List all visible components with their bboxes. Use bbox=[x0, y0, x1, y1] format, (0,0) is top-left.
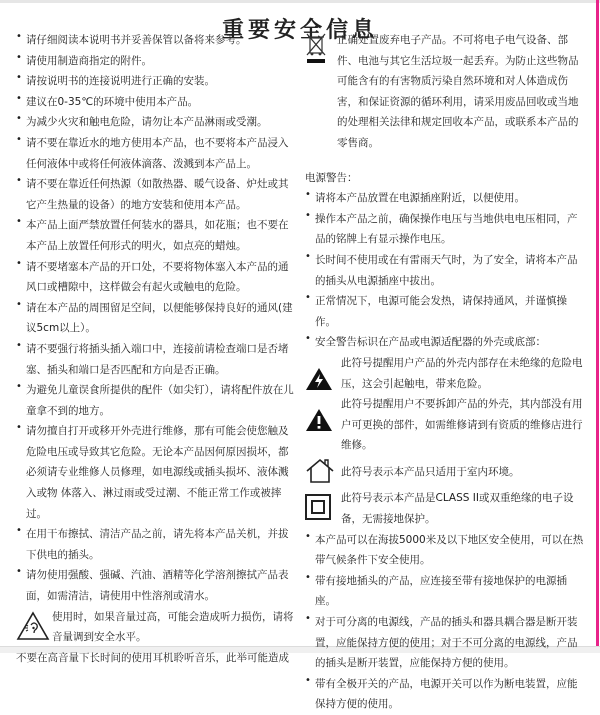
hearing-damage-warning-icon bbox=[16, 611, 50, 649]
symbol-class-ii-text: 此符号表示本产品是CLASS II或双重绝缘的电子设备，无需接地保护。 bbox=[341, 492, 574, 526]
symbol-indoor bbox=[305, 462, 585, 483]
double-insulation-icon bbox=[305, 494, 331, 528]
bullet: • bbox=[305, 292, 311, 304]
power-item-text: 长时间不使用或在有雷雨天气时，为了安全，请将本产品的插头从电源插座中拔出。 bbox=[315, 253, 578, 287]
usage-item-text: 本产品可以在海拔5000米及以下地区安全使用，可以在热带气候条件下安全使用。 bbox=[315, 533, 584, 567]
safety-item-text: 请不要在靠近任何热源（如散热器、暖气设备、炉灶或其它产生热量的设备）的地方安装和使用本产品。 bbox=[26, 178, 289, 211]
power-item bbox=[305, 332, 585, 353]
safety-item-text: 请使用制造商指定的附件。 bbox=[26, 54, 152, 67]
power-item-text: 正常情况下，电源可能会发热，请保持通风，并谨慎操作。 bbox=[315, 295, 567, 328]
bullet: • bbox=[305, 250, 311, 262]
bullet: • bbox=[305, 530, 311, 542]
safety-item bbox=[16, 112, 296, 133]
safety-item-text: 为减少火灾和触电危险，请勿让本产品淋雨或受潮。 bbox=[26, 116, 268, 129]
bullet: • bbox=[305, 189, 311, 201]
symbol-indoor-text: 此符号表示本产品只适用于室内环境。 bbox=[341, 465, 520, 478]
safety-item bbox=[16, 215, 296, 256]
safety-item bbox=[16, 524, 296, 565]
safety-item bbox=[16, 71, 296, 92]
bullet: • bbox=[16, 422, 22, 434]
weee-notice bbox=[305, 30, 585, 154]
right-column bbox=[305, 30, 585, 715]
crossed-bin-icon bbox=[305, 32, 327, 72]
safety-item bbox=[16, 565, 296, 606]
safety-item-text: 请不要在靠近水的地方使用本产品，也不要将本产品浸入任何液体中或将任何液体滴落、泼溅到本产品上。 bbox=[26, 136, 289, 170]
safety-item bbox=[16, 421, 296, 524]
usage-item bbox=[305, 612, 585, 674]
bullet: • bbox=[16, 257, 22, 269]
hearing-warning-text: 使用时，如果音量过高，可能会造成听力损伤，请将音量调到安全水平。 bbox=[52, 610, 294, 644]
symbol-lightning bbox=[305, 353, 585, 394]
bullet: • bbox=[16, 339, 22, 351]
bullet: • bbox=[305, 613, 311, 625]
safety-item-text: 请在本产品的周围留足空间，以便能够保持良好的通风(建议5cm以上）。 bbox=[26, 301, 293, 335]
bullet: • bbox=[305, 571, 311, 583]
bullet: • bbox=[16, 298, 22, 310]
usage-item-text: 带有接地插头的产品，应连接至带有接地保护的电源插座。 bbox=[315, 574, 567, 608]
bullet: • bbox=[16, 113, 22, 125]
hearing-warning bbox=[16, 607, 296, 648]
bullet: • bbox=[16, 525, 22, 537]
indoor-house-icon bbox=[305, 458, 335, 492]
power-warning-heading: 电源警告： bbox=[305, 171, 358, 184]
power-item bbox=[305, 209, 585, 250]
usage-item-text: 带有全极开关的产品，电源开关可以作为断电装置，应能保持方便的使用。 bbox=[315, 677, 578, 711]
bullet: • bbox=[16, 72, 22, 84]
bullet: • bbox=[305, 674, 311, 686]
symbol-exclamation bbox=[305, 394, 585, 456]
bullet: • bbox=[16, 381, 22, 393]
safety-item-text: 请按说明书的连接说明进行正确的安装。 bbox=[26, 75, 215, 88]
safety-item-text: 请勿使用强酸、强碱、汽油、酒精等化学溶剂擦拭产品表面，如需清洁，请使用中性溶剂或清水。 bbox=[26, 569, 289, 603]
safety-item-text: 请勿擅自打开或移开外壳进行维修，那有可能会使您触及危险电压或导致其它危险。无论本产品因何原因损坏，都必须请专业维修人员修理，如电源线或插头损坏、液体溅入或物 体落入、淋过雨或受过潮、不能正常工作或被摔过。 bbox=[26, 425, 289, 520]
safety-item bbox=[16, 298, 296, 339]
safety-item bbox=[16, 51, 296, 72]
safety-item bbox=[16, 339, 296, 380]
bullet: • bbox=[305, 209, 311, 221]
weee-notice-text: 正确处置废弃电子产品。不可将电子电气设备、部件、电池与其它生活垃圾一起丢弃。为防止这些物品可能含有的有害物质污染自然环境和对人体造成伤害，和保证资源的循环利用，请采用废品回收或当地的处理相关法律和规定回收本产品，或联系本产品的零售商。 bbox=[337, 34, 579, 149]
usage-item bbox=[305, 674, 585, 715]
safety-item bbox=[16, 257, 296, 298]
symbol-exclamation-text: 此符号提醒用户不要拆卸产品的外壳，其内部没有用户可更换的部件，如需维修请到有资质的维修店进行维修。 bbox=[341, 398, 583, 452]
safety-item bbox=[16, 380, 296, 421]
power-item bbox=[305, 188, 585, 209]
bullet: • bbox=[16, 51, 22, 63]
left-column bbox=[16, 30, 296, 668]
safety-item bbox=[16, 30, 296, 51]
bullet: • bbox=[16, 175, 22, 187]
bullet: • bbox=[16, 566, 22, 578]
safety-item bbox=[16, 174, 296, 215]
usage-item-text: 对于可分离的电源线，产品的插头和器具耦合器是断开装置，应能保持方便的使用；对于不可分离的电源线，产品的插头是断开装置，应能保持方便的使用。 bbox=[315, 616, 578, 670]
exclamation-warning-icon bbox=[305, 408, 333, 440]
safety-item bbox=[16, 133, 296, 174]
trailing-text: 不要在高音量下长时间的使用耳机聆听音乐，此举可能造成 bbox=[16, 651, 289, 664]
bullet: • bbox=[305, 333, 311, 345]
usage-item bbox=[305, 530, 585, 571]
safety-item-text: 请仔细阅读本说明书并妥善保管以备将来参考。 bbox=[26, 34, 247, 46]
safety-item-text: 建议在0-35℃的环境中使用本产品。 bbox=[26, 95, 199, 108]
safety-item-text: 在用干布擦拭、清洁产品之前，请先将本产品关机，并拔下供电的插头。 bbox=[26, 528, 289, 561]
safety-item-text: 请不要强行将插头插入端口中，连接前请检查端口是否堵塞、插头和端口是否匹配和方向是否正确。 bbox=[26, 342, 289, 376]
page-title: 重要安全信息 bbox=[221, 17, 378, 43]
safety-item bbox=[16, 92, 296, 113]
symbol-class-ii bbox=[305, 488, 585, 529]
bullet: • bbox=[16, 92, 22, 104]
power-item-text: 请将本产品放置在电源插座附近，以便使用。 bbox=[315, 192, 525, 205]
power-item-text: 操作本产品之前，确保操作电压与当地供电电压相同，产品的铭牌上有显示操作电压。 bbox=[315, 212, 578, 246]
bullet: • bbox=[16, 133, 22, 145]
page-top-edge bbox=[0, 0, 600, 3]
power-item bbox=[305, 291, 585, 332]
power-item bbox=[305, 250, 585, 291]
bullet: • bbox=[16, 216, 22, 228]
bullet: • bbox=[16, 31, 22, 42]
symbol-lightning-text: 此符号提醒用户产品的外壳内部存在未绝缘的危险电压，这会引起触电，带来危险。 bbox=[341, 356, 583, 390]
page-margin-accent-bar bbox=[596, 0, 599, 647]
safety-item-text: 为避免儿童误食所提供的配件（如尖钉），请将配件放在儿童拿不到的地方。 bbox=[26, 384, 294, 417]
usage-item bbox=[305, 571, 585, 612]
safety-item-text: 本产品上面严禁放置任何装水的器具，如花瓶；也不要在本产品上放置任何形式的明火，如点亮的蜡烛。 bbox=[26, 219, 289, 252]
power-item-text: 安全警告标识在产品或电源适配器的外壳或底部： bbox=[315, 336, 546, 349]
safety-item-text: 请不要堵塞本产品的开口处，不要将物体塞入本产品的通风口或槽隙中，这样做会有起火或触电的危险。 bbox=[26, 260, 289, 294]
